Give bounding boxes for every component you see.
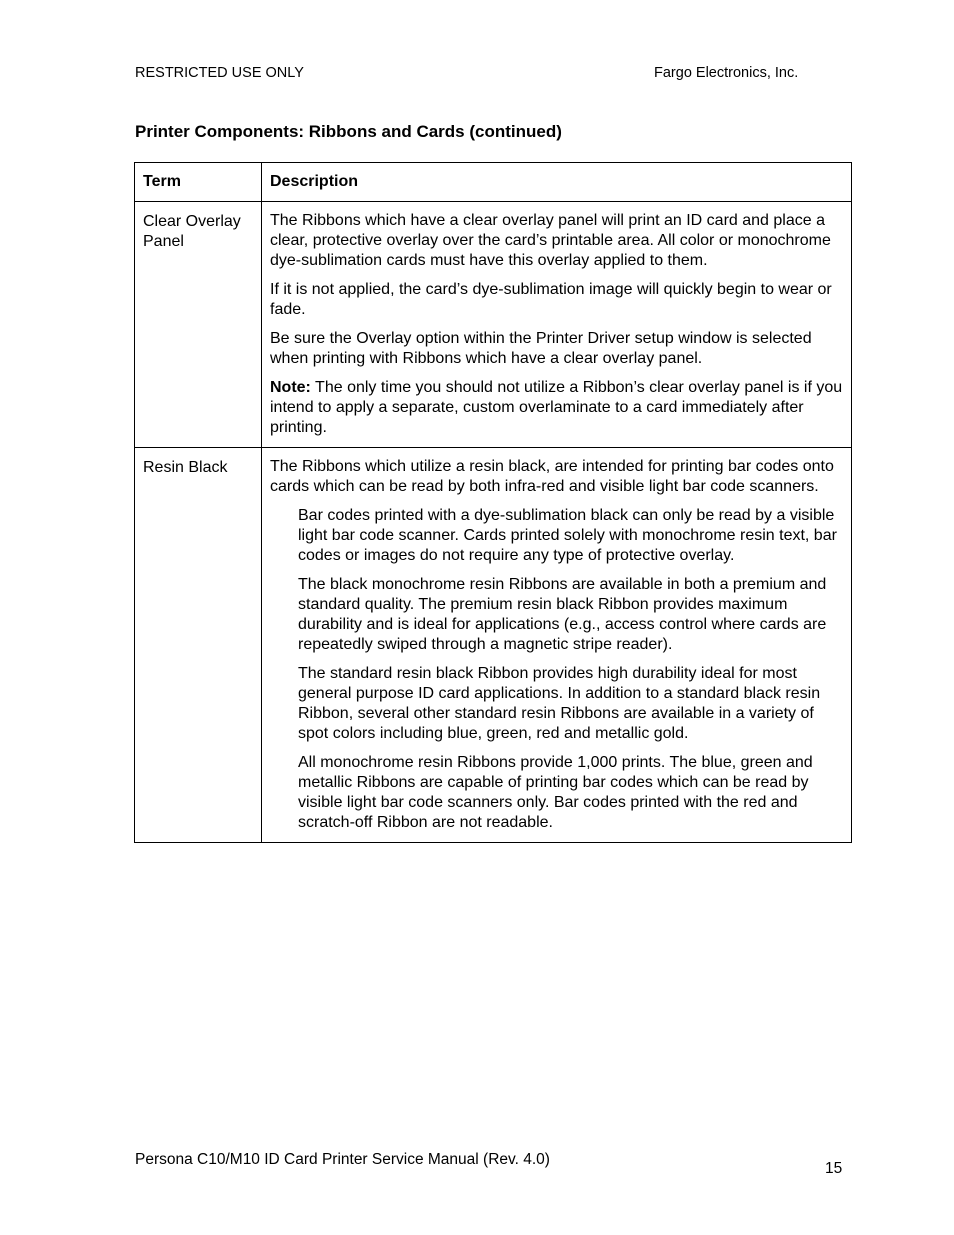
footer-manual-title: Persona C10/M10 ID Card Printer Service Manual (Rev. 4.0) [135,1151,550,1168]
column-header-description: Description [262,163,852,202]
description-paragraph: If it is not applied, the card’s dye-sublimation image will quickly begin to wear or fade. [270,281,832,318]
term-cell: Clear Overlay Panel [135,202,262,448]
description-paragraph: The Ribbons which utilize a resin black, are intended for printing bar codes onto cards which can be read by both infra-red and visible light bar code scanners. [270,458,834,495]
term-cell: Resin Black [135,448,262,843]
description-paragraph: The black monochrome resin Ribbons are available in both a premium and standard quality. The premium resin black Ribbon provides maximum durability and is ideal for applications (e.g., access control where cards are repeatedly swiped through a magnetic stripe reader). [298,576,827,653]
table-row [135,202,852,448]
description-paragraph: All monochrome resin Ribbons provide 1,000 prints. The blue, green and metallic Ribbons are capable of printing bar codes which can be read by visible light bar code scanners only. Bar codes printed with the red and scratch-off Ribbon are not readable. [298,754,813,831]
description-paragraph: Bar codes printed with a dye-sublimation black can only be read by a visible light bar code scanner. Cards printed solely with monochrome resin text, bar codes or images do not require any type of protective overlay. [298,507,837,564]
header-company-name: Fargo Electronics, Inc. [654,65,799,81]
description-cell [262,448,852,843]
column-header-term: Term [135,163,262,202]
note-paragraph [270,378,843,438]
description-cell [262,202,852,448]
note-text: The only time you should not utilize a Ribbon’s clear overlay panel is if you intend to apply a separate, custom overlaminate to a card immediately after printing. [270,379,843,436]
description-paragraph: The standard resin black Ribbon provides high durability ideal for most general purpose ID card applications. In addition to a standard black resin Ribbon, several other standard resin Ribbons are available in a variety of spot colors including blue, green, red and metallic gold. [298,665,821,742]
terms-table [134,162,852,843]
table-row [135,448,852,843]
section-title: Printer Components: Ribbons and Cards (continued) [135,122,562,141]
description-paragraph: The Ribbons which have a clear overlay panel will print an ID card and place a clear, protective overlay over the card’s printable area. All color or monochrome dye-sublimation cards must have this overlay applied to them. [270,212,831,269]
header-restricted-label: RESTRICTED USE ONLY [135,65,304,81]
note-label: Note: [270,379,311,396]
table-header-row [135,163,852,202]
description-paragraph: Be sure the Overlay option within the Printer Driver setup window is selected when printing with Ribbons which have a clear overlay panel. [270,330,812,367]
page-number: 15 [825,1160,843,1177]
